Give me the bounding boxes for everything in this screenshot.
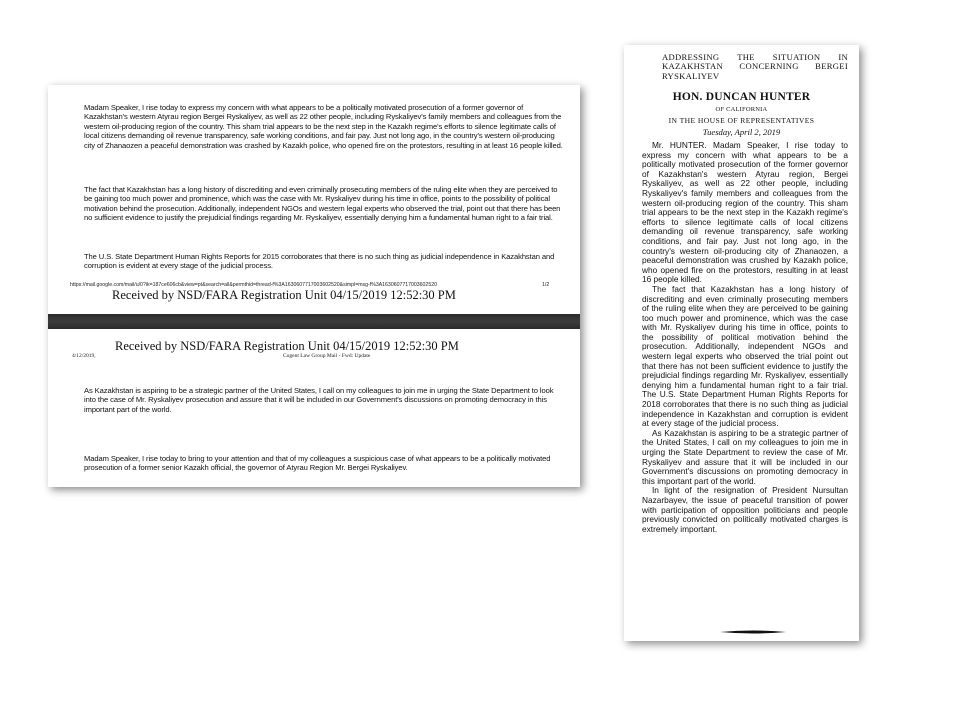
congressional-record-excerpt [624,45,859,641]
scanned-letter [48,85,580,487]
record-paragraph-4: In light of the resignation of President Nursultan Nazarbayev, the issue of peaceful transition of power with participation of opposition politicians and people previously convicted on politically motivated charges is extremely important. [642,485,848,534]
letter-paragraph-4: As Kazakhstan is aspiring to be a strategic partner of the United States, I call on my colleagues to join me in urging the State Department to look into the case of Mr. Ryskaliyev prosecution and assure that it will be included in our Government's discussions on promoting democracy in this important part of the world. [84,386,554,414]
record-date: Tuesday, April 2, 2019 [702,127,781,137]
record-speaker-name: HON. DUNCAN HUNTER [672,91,811,103]
end-ornament [720,630,786,634]
record-title: ADDRESSING THE SITUATION IN KAZAKHSTAN CONCERNING BERGEI RYSKALIYEV [662,52,848,81]
letter-paragraph-5: Madam Speaker, I rise today to bring to your attention and that of my colleagues a suspicious case of what appears to be a politically motivated prosecution of a former senior Kazakh official, the governor of Atyrau Region Mr. Bergei Ryskaliyev. [84,454,551,473]
letter-paragraph-2: The fact that Kazakhstan has a long history of discrediting and even criminally prosecuting members of the ruling elite when they are perceived to be gaining too much power and prominence, which was the case with Mr. Ryskaliyev during his time in office, points to the possibility of political motivation behind the prosecution. Additionally, independent NGOs and western legal experts who observed the trial, point out that there has been no sufficient evidence to justify the prejudicial findings regarding Mr. Ryskaliyev, essentially denying him a fundamental human right to a fair trial. [84,185,561,223]
letter-paragraph-3: The U.S. State Department Human Rights Reports for 2015 corroborates that there is no such thing as judicial independence in Kazakhstan and corruption is evident at every stage of the judicial process. [84,252,555,271]
record-speaker-state: OF CALIFORNIA [715,106,768,113]
record-body [642,141,848,534]
record-chamber: IN THE HOUSE OF REPRESENTATIVES [668,116,815,125]
print-url: https://mail.google.com/mail/u/0?ik=187ce606cb&view=pt&search=all&permthid=thread-f%3A1630607717003602520&simpl=msg-f%3A1630607717003602520 [70,282,437,288]
registration-stamp-top: Received by NSD/FARA Registration Unit 04/15/2019 12:52:30 PM [115,339,459,353]
letter-paragraph-1: Madam Speaker, I rise today to express my concern with what appears to be a politically motivated prosecution of a former governor of Kazakhstan's western Atyrau region Bergei Ryskaliyev, as well as 22 other people, including Ryskaliyev's family members and colleagues from the western oil-producing region of the country. This sham trial appears to be the next step in the Kazakh regime's efforts to silence legitimate calls of local citizens demanding oil revenue transparency, safe working conditions, and fair pay. Just not long ago, in the country's western oil-producing city of Zhanaozen a peaceful demonstration was crashed by Kazakh police, who opened fire on the protestors, resulting in at least 16 people killed. [84,103,563,150]
print-header: Cogent Law Group Mail - Fwd: Update [283,353,371,359]
record-paragraph-1: Mr. HUNTER. Madam Speaker, I rise today to express my concern with what appears to be a politically motivated prosecution of the former governor of Kazakhstan's western Atyrau region, Bergei Ryskaliyev, as well as 22 other people, including Ryskaliyev's family members and colleagues from the western oil-producing region of the country. This sham trial appears to be the next step in the Kazakh regime's efforts to silence legitimate calls of local citizens demanding oil revenue transparency, safe working conditions, and fair pay. Just not long ago, in the country's western oil-producing city of Zhanaozen, a peaceful demonstration was crushed by Kazakh police, who opened fire on the protestors, resulting in at least 16 people killed. [642,140,848,285]
record-paragraph-2: The fact that Kazakhstan has a long history of discrediting and even criminally prosecuting members of the ruling elite when they are perceived to be gaining too much power and prominence, which was the case with Mr. Ryskaliyev during his time in office, points to the possibility of political motivation behind the prosecution. Additionally, independent NGOs and western legal experts who observed the trial point out that there has not been sufficient evidence to justify the prejudicial findings regarding Mr. Ryskaliyev, essentially denying him a fundamental human right to a fair trial. The U.S. State Department Human Rights Reports for 2018 corroborates that there is no such thing as judicial independence in Kazakhstan and corruption is evident at every stage of the judicial process. [642,283,848,429]
registration-stamp-bottom: Received by NSD/FARA Registration Unit 04/15/2019 12:52:30 PM [112,288,456,302]
page-number: 1/2 [542,282,550,288]
page-divider [48,314,580,329]
record-paragraph-3: As Kazakhstan is aspiring to be a strategic partner of the United States, I call on my colleagues to join me in urging the State Department to review the case of Mr. Ryskaliyev and assure that it will be included in our Government's discussions on promoting democracy in this important part of the world. [642,427,848,486]
print-date: 4/12/2019, [72,353,96,359]
